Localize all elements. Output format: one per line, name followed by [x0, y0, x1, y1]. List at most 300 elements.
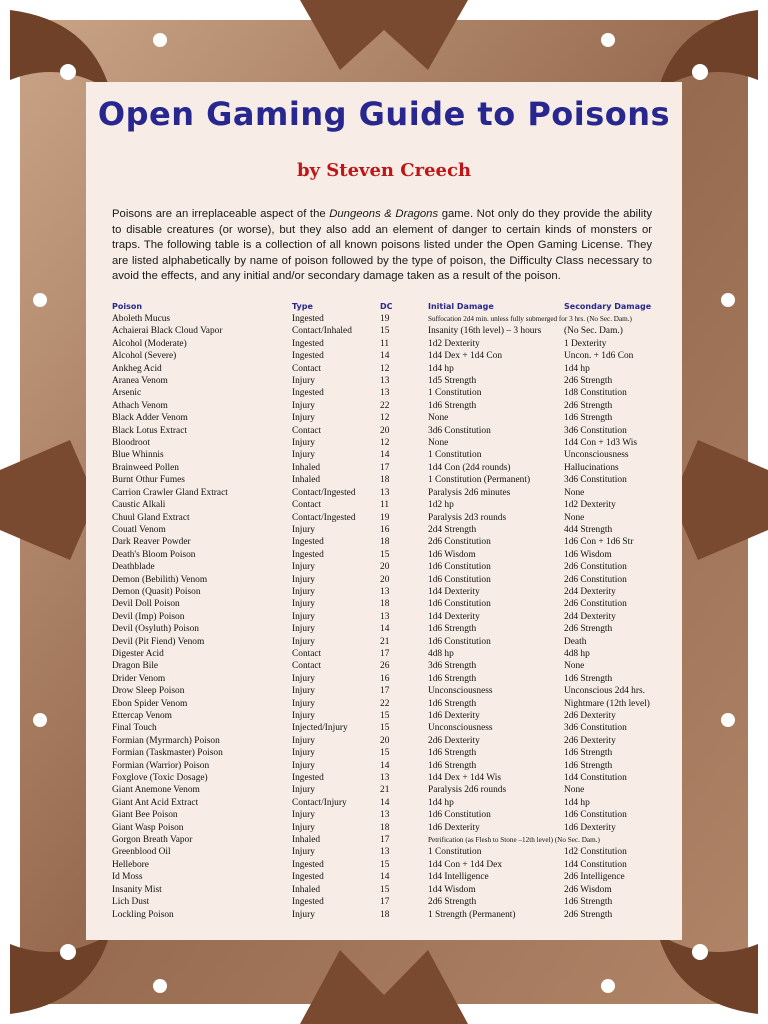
poison-name-cell: Achaierai Black Cloud Vapor: [112, 326, 223, 337]
secondary-damage-cell: 1d6 Constitution: [564, 810, 627, 821]
table-row: [112, 884, 660, 896]
initial-damage-cell: 1d4 hp: [428, 797, 454, 808]
secondary-damage-cell: 1d6 Strength: [564, 413, 613, 424]
initial-damage-cell: 1d2 Dexterity: [428, 338, 480, 349]
initial-damage-cell: 3d6 Constitution: [428, 425, 491, 436]
initial-damage-cell: 1d4 Con (2d4 rounds): [428, 462, 511, 473]
initial-damage-cell: None: [428, 438, 449, 449]
secondary-damage-cell: 1d6 Dexterity: [564, 822, 616, 833]
dc-cell: 16: [380, 524, 390, 535]
initial-damage-cell: 1 Strength (Permanent): [428, 909, 516, 920]
dc-cell: 18: [380, 599, 390, 610]
secondary-damage-cell: None: [564, 487, 585, 498]
initial-damage-cell: 1d4 Con + 1d4 Dex: [428, 859, 503, 870]
type-cell: Ingested: [292, 897, 324, 908]
initial-damage-cell: 1d6 Dexterity: [428, 822, 480, 833]
table-row: [112, 871, 660, 883]
initial-damage-cell: 1 Constitution (Permanent): [428, 475, 531, 486]
type-cell: Injury: [292, 611, 315, 622]
table-row: [112, 313, 660, 325]
type-cell: Injected/Injury: [292, 723, 348, 734]
type-cell: Injury: [292, 586, 315, 597]
initial-damage-cell: 1d4 Wisdom: [428, 884, 476, 895]
dc-cell: 20: [380, 562, 390, 573]
initial-damage-cell: None: [428, 413, 449, 424]
table-row: [112, 350, 660, 362]
type-cell: Injury: [292, 698, 315, 709]
poison-name-cell: Deathblade: [112, 562, 155, 573]
initial-damage-cell: 1d6 Constitution: [428, 562, 491, 573]
dc-cell: 17: [380, 897, 390, 908]
table-row: [112, 685, 660, 697]
table-row: [112, 710, 660, 722]
poison-name-cell: Lich Dust: [112, 897, 150, 908]
type-cell: Injury: [292, 574, 315, 585]
dc-cell: 17: [380, 835, 390, 846]
type-cell: Injury: [292, 748, 315, 759]
dc-cell: 15: [380, 748, 390, 759]
dc-cell: 18: [380, 822, 390, 833]
initial-damage-cell: Petrification (as Flesh to Stone –12th level) (No Sec. Dam.): [428, 836, 600, 845]
table-row: [112, 909, 660, 921]
type-cell: Injury: [292, 413, 315, 424]
secondary-damage-cell: Death: [564, 636, 587, 647]
secondary-damage-cell: 2d6 Constitution: [564, 599, 627, 610]
initial-damage-cell: 4d8 hp: [428, 648, 454, 659]
type-cell: Contact/Ingested: [292, 487, 356, 498]
column-header-poison: Poison: [112, 302, 143, 311]
poison-name-cell: Devil (Imp) Poison: [112, 611, 185, 622]
initial-damage-cell: 1d6 Strength: [428, 748, 477, 759]
poison-name-cell: Drow Sleep Poison: [112, 686, 185, 697]
dc-cell: 21: [380, 785, 390, 796]
column-header-secondary-damage: Secondary Damage: [564, 302, 652, 311]
initial-damage-cell: Paralysis 2d6 minutes: [428, 487, 511, 498]
secondary-damage-cell: 1d4 hp: [564, 797, 590, 808]
poison-name-cell: Hellebore: [112, 859, 149, 870]
initial-damage-cell: 2d6 Dexterity: [428, 735, 480, 746]
secondary-damage-cell: Unconscious 2d4 hrs.: [564, 686, 645, 697]
type-cell: Contact: [292, 661, 322, 672]
dc-cell: 15: [380, 723, 390, 734]
initial-damage-cell: 1d5 Strength: [428, 376, 477, 387]
secondary-damage-cell: 2d6 Intelligence: [564, 872, 625, 883]
secondary-damage-cell: 2d6 Strength: [564, 909, 613, 920]
type-cell: Injury: [292, 785, 315, 796]
poison-name-cell: Ebon Spider Venom: [112, 698, 188, 709]
table-row: [112, 623, 660, 635]
initial-damage-cell: 1d6 Constitution: [428, 574, 491, 585]
dc-cell: 15: [380, 326, 390, 337]
poison-name-cell: Carrion Crawler Gland Extract: [112, 487, 228, 498]
column-header-initial-damage: Initial Damage: [428, 302, 494, 311]
type-cell: Contact: [292, 500, 322, 511]
dc-cell: 17: [380, 648, 390, 659]
poison-name-cell: Blue Whinnis: [112, 450, 164, 461]
secondary-damage-cell: 2d6 Wisdom: [564, 884, 612, 895]
dc-cell: 13: [380, 586, 390, 597]
table-row: [112, 462, 660, 474]
dc-cell: 15: [380, 711, 390, 721]
secondary-damage-cell: 1d2 Constitution: [564, 847, 627, 858]
secondary-damage-cell: 2d6 Strength: [564, 400, 613, 411]
poison-name-cell: Aranea Venom: [112, 376, 168, 387]
poison-name-cell: Insanity Mist: [112, 884, 162, 895]
dc-cell: 14: [380, 797, 390, 808]
type-cell: Contact: [292, 425, 322, 436]
dc-cell: 26: [380, 661, 390, 672]
poison-name-cell: Alcohol (Severe): [112, 351, 177, 362]
initial-damage-cell: Unconsciousness: [428, 723, 493, 734]
dc-cell: 19: [380, 314, 390, 324]
table-row: [112, 834, 660, 846]
type-cell: Injury: [292, 673, 315, 684]
initial-damage-cell: 2d4 Strength: [428, 524, 477, 535]
intro-text-1: Poisons are an irreplaceable aspect of the: [112, 208, 330, 220]
table-row: [112, 648, 660, 660]
secondary-damage-cell: 1d4 Constitution: [564, 773, 627, 784]
type-cell: Injury: [292, 810, 315, 821]
dc-cell: 13: [380, 847, 390, 858]
poison-name-cell: Bloodroot: [112, 438, 151, 449]
type-cell: Contact/Inhaled: [292, 326, 352, 337]
table-row: [112, 449, 660, 461]
type-cell: Injury: [292, 636, 315, 647]
type-cell: Ingested: [292, 351, 324, 362]
type-cell: Ingested: [292, 388, 324, 399]
table-row: [112, 574, 660, 586]
initial-damage-cell: 2d6 Strength: [428, 897, 477, 908]
poison-name-cell: Giant Anemone Venom: [112, 785, 200, 796]
dc-cell: 14: [380, 872, 390, 883]
type-cell: Ingested: [292, 338, 324, 349]
initial-damage-cell: 3d6 Strength: [428, 661, 477, 672]
table-row: [112, 797, 660, 809]
dc-cell: 20: [380, 425, 390, 436]
dc-cell: 15: [380, 884, 390, 895]
secondary-damage-cell: 2d4 Dexterity: [564, 586, 616, 597]
column-header-type: Type: [292, 302, 313, 311]
dc-cell: 22: [380, 400, 390, 411]
poison-name-cell: Formian (Warrior) Poison: [112, 760, 210, 771]
poison-name-cell: Gorgon Breath Vapor: [112, 835, 193, 846]
table-row: [112, 598, 660, 610]
table-row: [112, 561, 660, 573]
secondary-damage-cell: (No Sec. Dam.): [564, 326, 623, 337]
secondary-damage-cell: 2d4 Dexterity: [564, 611, 616, 622]
secondary-damage-cell: 1d8 Constitution: [564, 388, 627, 399]
initial-damage-cell: 1d4 Dex + 1d4 Con: [428, 351, 503, 362]
type-cell: Injury: [292, 686, 315, 697]
table-row: [112, 549, 660, 561]
secondary-damage-cell: None: [564, 785, 585, 796]
type-cell: Inhaled: [292, 835, 321, 846]
secondary-damage-cell: Hallucinations: [564, 462, 619, 473]
table-row: [112, 636, 660, 648]
column-header-dc: DC: [380, 302, 393, 311]
dc-cell: 19: [380, 512, 390, 523]
intro-paragraph: [112, 207, 652, 285]
dc-cell: 15: [380, 859, 390, 870]
intro-text-2: game. Not only do they provide the ability to disable creatures (or worse), but they also add an element of danger to certain kinds of monsters or traps. The following table is a collection of all known poisons listed under the Open Gaming License. They are listed alphabetically by name of poison followed by the type of poison, the Difficulty Class necessary to avoid the effects, and any initial and/or secondary damage taken as a result of the poison.: [112, 208, 652, 282]
poison-name-cell: Black Lotus Extract: [112, 425, 187, 436]
secondary-damage-cell: 2d6 Strength: [564, 624, 613, 635]
poison-name-cell: Greenblood Oil: [112, 847, 171, 858]
poison-name-cell: Dark Reaver Powder: [112, 537, 191, 548]
secondary-damage-cell: 3d6 Constitution: [564, 475, 627, 486]
table-row: [112, 499, 660, 511]
table-header-row: [112, 300, 660, 313]
secondary-damage-cell: 3d6 Constitution: [564, 723, 627, 734]
secondary-damage-cell: None: [564, 512, 585, 523]
dc-cell: 20: [380, 735, 390, 746]
dc-cell: 17: [380, 462, 390, 473]
secondary-damage-cell: 1d6 Con + 1d6 Str: [564, 537, 634, 548]
poison-name-cell: Ettercap Venom: [112, 711, 172, 721]
poison-name-cell: Black Adder Venom: [112, 413, 188, 424]
poison-name-cell: Brainweed Pollen: [112, 462, 179, 473]
table-row: [112, 809, 660, 821]
poison-name-cell: Athach Venom: [112, 400, 168, 411]
type-cell: Ingested: [292, 859, 324, 870]
dc-cell: 20: [380, 574, 390, 585]
type-cell: Injury: [292, 599, 315, 610]
dc-cell: 13: [380, 487, 390, 498]
type-cell: Ingested: [292, 537, 324, 548]
initial-damage-cell: 1d4 Dexterity: [428, 586, 480, 597]
type-cell: Injury: [292, 909, 315, 920]
secondary-damage-cell: 1d6 Strength: [564, 673, 613, 684]
initial-damage-cell: 1 Constitution: [428, 847, 482, 858]
initial-damage-cell: 1d6 Constitution: [428, 636, 491, 647]
secondary-damage-cell: 1d4 Con + 1d3 Wis: [564, 438, 637, 449]
table-row: [112, 536, 660, 548]
type-cell: Ingested: [292, 773, 324, 784]
table-row: [112, 859, 660, 871]
secondary-damage-cell: Uncon. + 1d6 Con: [564, 351, 634, 362]
initial-damage-cell: 1d6 Strength: [428, 760, 477, 771]
secondary-damage-cell: Unconsciousness: [564, 450, 629, 461]
initial-damage-cell: 1d6 Strength: [428, 673, 477, 684]
dc-cell: 18: [380, 537, 390, 548]
poison-name-cell: Couatl Venom: [112, 524, 166, 535]
secondary-damage-cell: 1d2 Dexterity: [564, 500, 616, 511]
secondary-damage-cell: Nightmare (12th level): [564, 698, 650, 709]
table-body: [112, 313, 660, 921]
type-cell: Inhaled: [292, 884, 321, 895]
dc-cell: 14: [380, 450, 390, 461]
table-row: [112, 846, 660, 858]
poison-name-cell: Digester Acid: [112, 648, 164, 659]
table-row: [112, 387, 660, 399]
poison-name-cell: Demon (Quasit) Poison: [112, 586, 201, 597]
table-row: [112, 487, 660, 499]
initial-damage-cell: 1 Constitution: [428, 450, 482, 461]
secondary-damage-cell: 1d6 Strength: [564, 897, 613, 908]
initial-damage-cell: Unconsciousness: [428, 686, 493, 697]
table-row: [112, 784, 660, 796]
type-cell: Injury: [292, 376, 315, 387]
secondary-damage-cell: 2d6 Dexterity: [564, 711, 616, 721]
table-row: [112, 586, 660, 598]
type-cell: Contact: [292, 648, 322, 659]
table-row: [112, 375, 660, 387]
table-row: [112, 673, 660, 685]
type-cell: Contact/Ingested: [292, 512, 356, 523]
table-row: [112, 437, 660, 449]
initial-damage-cell: 1d6 Constitution: [428, 599, 491, 610]
initial-damage-cell: Suffocation 2d4 min. unless fully submerged for 3 hrs. (No Sec. Dam.): [428, 315, 632, 323]
poison-name-cell: Giant Bee Poison: [112, 810, 178, 821]
type-cell: Injury: [292, 562, 315, 573]
poison-name-cell: Giant Wasp Poison: [112, 822, 184, 833]
poison-name-cell: Death's Bloom Poison: [112, 549, 196, 560]
table-row: [112, 760, 660, 772]
initial-damage-cell: 1d4 hp: [428, 363, 454, 374]
poison-name-cell: Foxglove (Toxic Dosage): [112, 773, 208, 784]
poison-name-cell: Demon (Bebilith) Venom: [112, 574, 208, 585]
dc-cell: 12: [380, 438, 390, 449]
initial-damage-cell: 1d6 Wisdom: [428, 549, 476, 560]
table-row: [112, 747, 660, 759]
dc-cell: 12: [380, 363, 390, 374]
type-cell: Injury: [292, 847, 315, 858]
secondary-damage-cell: 2d6 Constitution: [564, 574, 627, 585]
secondary-damage-cell: 2d6 Dexterity: [564, 735, 616, 746]
dc-cell: 13: [380, 810, 390, 821]
type-cell: Inhaled: [292, 462, 321, 473]
initial-damage-cell: Insanity (16th level) – 3 hours: [428, 326, 542, 337]
dc-cell: 16: [380, 673, 390, 684]
table-row: [112, 722, 660, 734]
type-cell: Ingested: [292, 314, 324, 324]
secondary-damage-cell: 4d4 Strength: [564, 524, 613, 535]
poison-name-cell: Drider Venom: [112, 673, 166, 684]
poison-name-cell: Formian (Taskmaster) Poison: [112, 748, 223, 759]
poisons-table: [112, 300, 660, 921]
table-row: [112, 412, 660, 424]
secondary-damage-cell: 1 Dexterity: [564, 338, 607, 349]
table-row: [112, 425, 660, 437]
dc-cell: 14: [380, 760, 390, 771]
secondary-damage-cell: 2d6 Constitution: [564, 562, 627, 573]
secondary-damage-cell: None: [564, 661, 585, 672]
secondary-damage-cell: 4d8 hp: [564, 648, 590, 659]
table-row: [112, 363, 660, 375]
poison-name-cell: Devil (Pit Fiend) Venom: [112, 636, 205, 647]
type-cell: Injury: [292, 760, 315, 771]
table-row: [112, 512, 660, 524]
initial-damage-cell: 1d6 Strength: [428, 624, 477, 635]
type-cell: Injury: [292, 711, 315, 721]
dc-cell: 17: [380, 686, 390, 697]
table-row: [112, 400, 660, 412]
initial-damage-cell: 1d4 Intelligence: [428, 872, 489, 883]
poison-name-cell: Dragon Bile: [112, 661, 159, 672]
poison-name-cell: Devil Doll Poison: [112, 599, 180, 610]
poison-name-cell: Aboleth Mucus: [112, 314, 171, 324]
dc-cell: 21: [380, 636, 390, 647]
poison-name-cell: Ankheg Acid: [112, 363, 162, 374]
secondary-damage-cell: 1d6 Strength: [564, 760, 613, 771]
table-row: [112, 474, 660, 486]
table-row: [112, 896, 660, 908]
type-cell: Ingested: [292, 872, 324, 883]
initial-damage-cell: 1d6 Dexterity: [428, 711, 480, 721]
initial-damage-cell: 1d2 hp: [428, 500, 454, 511]
dc-cell: 18: [380, 475, 390, 486]
table-row: [112, 660, 660, 672]
dc-cell: 18: [380, 909, 390, 920]
type-cell: Contact: [292, 363, 322, 374]
poison-name-cell: Burnt Othur Fumes: [112, 475, 185, 486]
initial-damage-cell: 1d4 Dexterity: [428, 611, 480, 622]
dc-cell: 14: [380, 351, 390, 362]
dc-cell: 13: [380, 376, 390, 387]
type-cell: Ingested: [292, 549, 324, 560]
table-row: [112, 338, 660, 350]
poison-name-cell: Lockling Poison: [112, 909, 174, 920]
type-cell: Injury: [292, 450, 315, 461]
poison-name-cell: Formian (Myrmarch) Poison: [112, 735, 220, 746]
table-row: [112, 772, 660, 784]
secondary-damage-cell: 1d6 Strength: [564, 748, 613, 759]
type-cell: Injury: [292, 524, 315, 535]
dc-cell: 13: [380, 773, 390, 784]
poison-name-cell: Giant Ant Acid Extract: [112, 797, 199, 808]
poison-name-cell: Devil (Osyluth) Poison: [112, 624, 199, 635]
table-row: [112, 698, 660, 710]
poison-name-cell: Final Touch: [112, 723, 157, 734]
dc-cell: 11: [380, 338, 390, 349]
dc-cell: 12: [380, 413, 390, 424]
dc-cell: 13: [380, 388, 390, 399]
table-row: [112, 325, 660, 337]
initial-damage-cell: 2d6 Constitution: [428, 537, 491, 548]
type-cell: Injury: [292, 822, 315, 833]
dc-cell: 15: [380, 549, 390, 560]
poison-name-cell: Caustic Alkali: [112, 500, 166, 511]
dc-cell: 22: [380, 698, 390, 709]
type-cell: Injury: [292, 735, 315, 746]
initial-damage-cell: Paralysis 2d3 rounds: [428, 512, 507, 523]
initial-damage-cell: 1d6 Strength: [428, 400, 477, 411]
table-row: [112, 822, 660, 834]
document-title: Open Gaming Guide to Poisons: [97, 95, 671, 133]
poison-name-cell: Chuul Gland Extract: [112, 512, 190, 523]
secondary-damage-cell: 1d4 Constitution: [564, 859, 627, 870]
type-cell: Contact/Injury: [292, 797, 347, 808]
initial-damage-cell: 1 Constitution: [428, 388, 482, 399]
table-row: [112, 735, 660, 747]
type-cell: Inhaled: [292, 475, 321, 486]
type-cell: Injury: [292, 400, 315, 411]
type-cell: Injury: [292, 438, 315, 449]
game-name: Dungeons & Dragons: [329, 208, 439, 220]
poison-name-cell: Alcohol (Moderate): [112, 338, 187, 349]
table-row: [112, 611, 660, 623]
table-row: [112, 524, 660, 536]
initial-damage-cell: 1d4 Dex + 1d4 Wis: [428, 773, 501, 784]
secondary-damage-cell: 1d6 Wisdom: [564, 549, 612, 560]
secondary-damage-cell: 2d6 Strength: [564, 376, 613, 387]
initial-damage-cell: Paralysis 2d6 rounds: [428, 785, 507, 796]
initial-damage-cell: 1d6 Strength: [428, 698, 477, 709]
initial-damage-cell: 1d6 Constitution: [428, 810, 491, 821]
poison-name-cell: Arsenic: [112, 388, 142, 399]
dc-cell: 11: [380, 500, 390, 511]
secondary-damage-cell: 3d6 Constitution: [564, 425, 627, 436]
